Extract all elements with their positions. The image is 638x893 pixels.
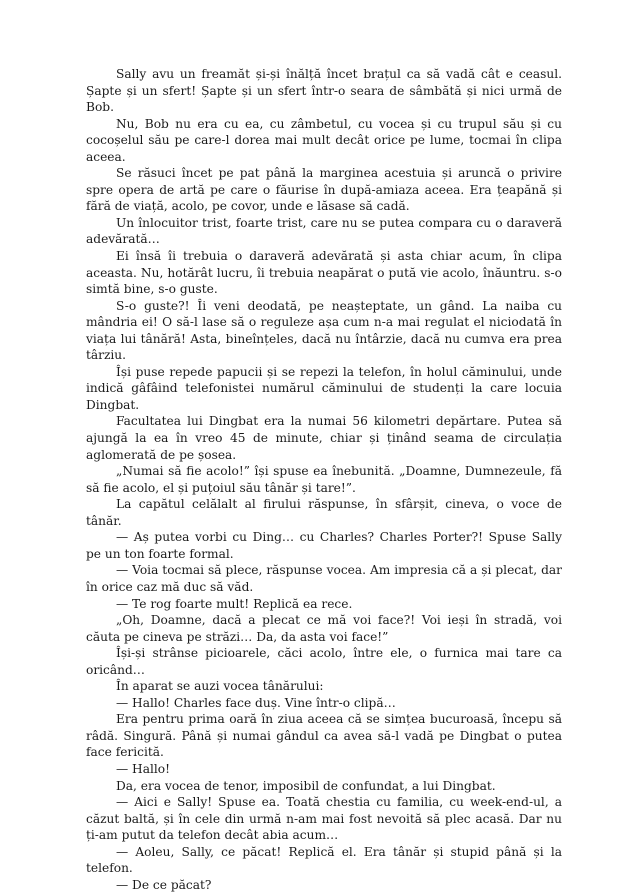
paragraph: — Aoleu, Sally, ce păcat! Replică el. Era tânăr și stupid până și la telefon.	[86, 844, 562, 876]
paragraph: În aparat se auzi vocea tânărului:	[116, 679, 324, 694]
paragraph: Era pentru prima oară în ziua aceea că se simțea bucuroasă, începu să râdă. Singură. Până și numai gândul ca avea să-l vadă pe Dingbat o putea face fericită.	[86, 712, 562, 760]
paragraph: S-o guste?! Îi veni deodată, pe neașteptate, un gând. La naiba cu mândria ei! O să-l lase să o reguleze așa cum n-a mai regulat el niciodată în viața lui tânără! Asta, bineînțeles, dacă nu întârzie, dacă nu cumva era prea târziu.	[86, 298, 562, 363]
paragraph: Facultatea lui Dingbat era la numai 56 kilometri depărtare. Putea să ajungă la ea în vreo 45 de minute, chiar și ținând seama de circulația aglomerată de pe șosea.	[86, 414, 562, 462]
paragraph: „Numai să fie acolo!” își spuse ea înebunită. „Doamne, Dumnezeule, fă să fie acolo, el și puțoiul său tânăr și tare!”.	[86, 464, 562, 495]
document-page	[86, 66, 562, 893]
paragraph: — Hallo!	[116, 761, 170, 776]
paragraph: Nu, Bob nu era cu ea, cu zâmbetul, cu vocea și cu trupul său și cu cocoșelul său pe care-l dorea mai mult decât orice pe lume, tocmai în clipa aceea.	[86, 116, 562, 164]
paragraph: Ei însă îi trebuia o daraveră adevărată și asta chiar acum, în clipa aceasta. Nu, hotărât lucru, îi trebuia neapărat o pută vie acolo, înăuntru. s-o simtă bine, s-o guste.	[86, 249, 562, 297]
paragraph: Își puse repede papucii și se repezi la telefon, în holul căminului, unde indică gâfâind telefonistei numărul căminului de studenți la care locuia Dingbat.	[86, 364, 562, 412]
paragraph: Se răsuci încet pe pat până la marginea acestuia și aruncă o privire spre opera de artă pe care o făurise în după-amiaza aceea. Era țeapănă și fără de viață, acolo, pe covor, unde e lăsase să cadă.	[86, 166, 562, 214]
paragraph: — Aici e Sally! Spuse ea. Toată chestia cu familia, cu week-end-ul, a căzut baltă, și în cele din urmă n-am mai fost nevoită să plec acasă. Dar nu ți-am putut da telefon decât abia acum…	[86, 795, 562, 843]
paragraph: — Voia tocmai să plece, răspunse vocea. Am impresia că a și plecat, dar în orice caz mă duc să văd.	[86, 563, 562, 594]
paragraph: — Aș putea vorbi cu Ding… cu Charles? Charles Porter?! Spuse Sally pe un ton foarte formal.	[86, 530, 562, 561]
paragraph: Un înlocuitor trist, foarte trist, care nu se putea compara cu o daraveră adevărată…	[86, 215, 562, 247]
paragraph: — De ce păcat?	[116, 877, 212, 892]
paragraph: „Oh, Doamne, dacă a plecat ce mă voi face?! Voi ieși în stradă, voi căuta pe cineva pe străzi… Da, da asta voi face!”	[86, 613, 562, 644]
paragraph: — Te rog foarte mult! Replică ea rece.	[116, 596, 353, 611]
paragraph: Își-și strânse picioarele, căci acolo, între ele, o furnica mai tare ca oricând…	[86, 646, 562, 677]
paragraph: — Hallo! Charles face duș. Vine într-o clipă…	[116, 695, 396, 710]
paragraph: La capătul celălalt al firului răspunse, în sfârșit, cineva, o voce de tânăr.	[86, 497, 562, 528]
paragraph: Sally avu un freamăt și-și înălță încet brațul ca să vadă cât e ceasul. Șapte și un sfert! Șapte și un sfert într-o seara de sâmbătă și nici urmă de Bob.	[86, 67, 562, 115]
paragraph: Da, era vocea de tenor, imposibil de confundat, a lui Dingbat.	[116, 778, 496, 793]
